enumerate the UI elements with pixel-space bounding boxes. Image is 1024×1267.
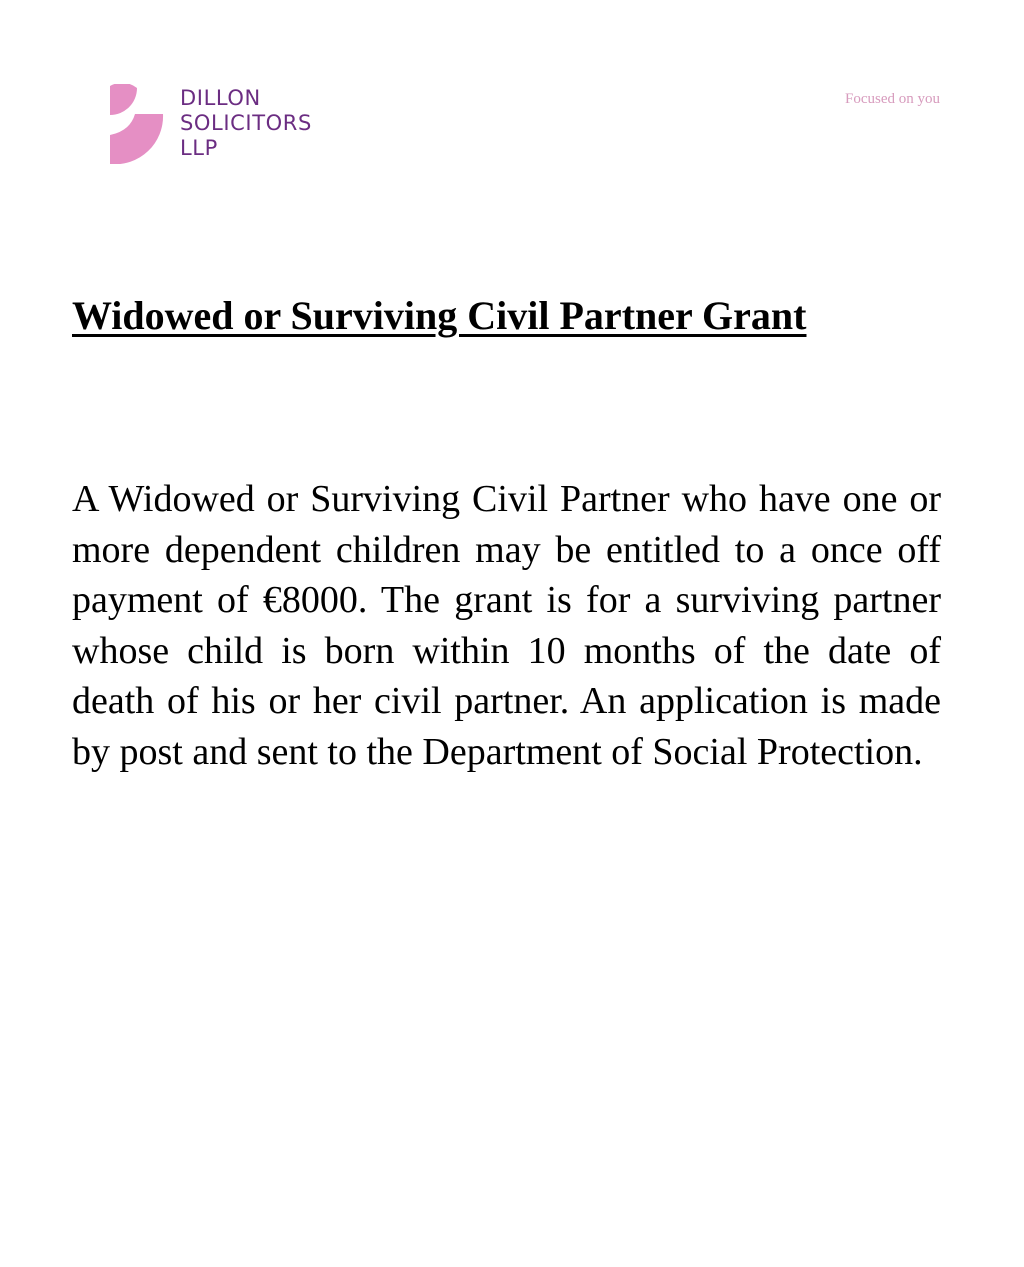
document-body: A Widowed or Surviving Civil Partner who have one or more dependent children may be entitled to a once off payment of €8000. The grant is for a surviving partner whose child is born within 10 months of the date of death of his or her civil partner. An application is made by post and sent to the Department of Social Protection. bbox=[72, 478, 941, 773]
tagline: Focused on you bbox=[845, 91, 940, 107]
logo-mark-icon bbox=[108, 84, 168, 164]
logo-line-solicitors: SOLICITORS bbox=[180, 111, 312, 135]
document-title: Widowed or Surviving Civil Partner Grant bbox=[72, 293, 807, 338]
logo-line-llp: LLP bbox=[180, 136, 218, 160]
company-logo bbox=[108, 84, 368, 166]
logo-line-dillon: DILLON bbox=[180, 86, 261, 110]
logo-wordmark bbox=[180, 86, 312, 161]
